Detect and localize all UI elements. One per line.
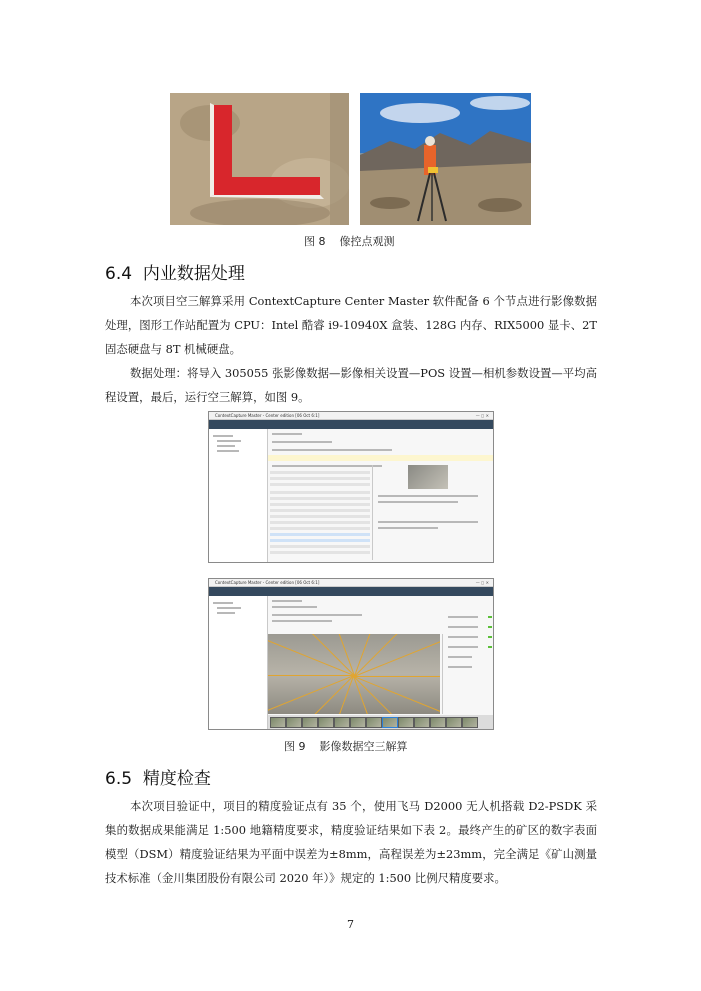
figure-8-caption: 图 8 像控点观测 [304, 235, 395, 248]
section-6-5-heading: 6.5 精度检查 [105, 769, 211, 789]
window-1-project-tree[interactable] [209, 429, 268, 562]
surveyor-scene-graphic [360, 93, 531, 225]
window-1-title: ContextCapture Master - Center edition [06 Oct 6:1] [209, 412, 493, 420]
contextcapture-window-1 [208, 411, 494, 563]
window-1-controls[interactable]: — ◻ ✕ [475, 413, 489, 418]
control-marker-graphic [170, 93, 349, 225]
aerial-triangulation-3d-view[interactable] [268, 634, 440, 714]
window-2-title: ContextCapture Master - Center edition [06 Oct 6:1] [209, 579, 493, 587]
window-1-main-panel [268, 429, 493, 562]
page-number: 7 [347, 918, 354, 931]
section-6-4-paragraph-1: 本次项目空三解算采用 ContextCapture Center Master 软件配备 6 个节点进行影像数据处理，图形工作站配置为 CPU：Intel 酷睿 i9-10940X 盒装、128G 内存、RIX5000 显卡、2T 固态硬盘与 8T 机械硬盘。 [105, 294, 597, 356]
window-1-toolbar [209, 420, 493, 429]
section-6-5-paragraph-1: 本次项目验证中，项目的精度验证点有 35 个，使用飞马 D2000 无人机搭载 D2-PSDK 采集的数据成果能满足 1:500 地籍精度要求，精度验证结果如下表 2。最终产生的矿区的数字表面模型（DSM）精度验证结果为平面中误差为±8mm，高程误差为±23mm，完全满足《矿山测量技术标准（金川集团股份有限公司 2020 年）》规定的 1:500 比例尺精度要求。 [105, 799, 597, 885]
photo-thumbnail-strip[interactable] [268, 715, 493, 729]
contextcapture-window-2 [208, 578, 494, 730]
window-2-project-tree[interactable] [209, 596, 268, 729]
window-2-main-panel [268, 596, 493, 729]
window-2-toolbar [209, 587, 493, 596]
ground-control-point-photo [170, 93, 349, 225]
section-6-4-heading: 6.4 内业数据处理 [105, 264, 245, 284]
window-2-controls[interactable]: — ◻ ✕ [475, 580, 489, 585]
figure-9-caption: 图 9 影像数据空三解算 [284, 740, 408, 753]
section-6-4-paragraph-2: 数据处理：将导入 305055 张影像数据—影像相关设置—POS 设置—相机参数设置—平均高程设置，最后，运行空三解算，如图 9。 [105, 366, 597, 404]
surveyor-observation-photo [360, 93, 531, 225]
